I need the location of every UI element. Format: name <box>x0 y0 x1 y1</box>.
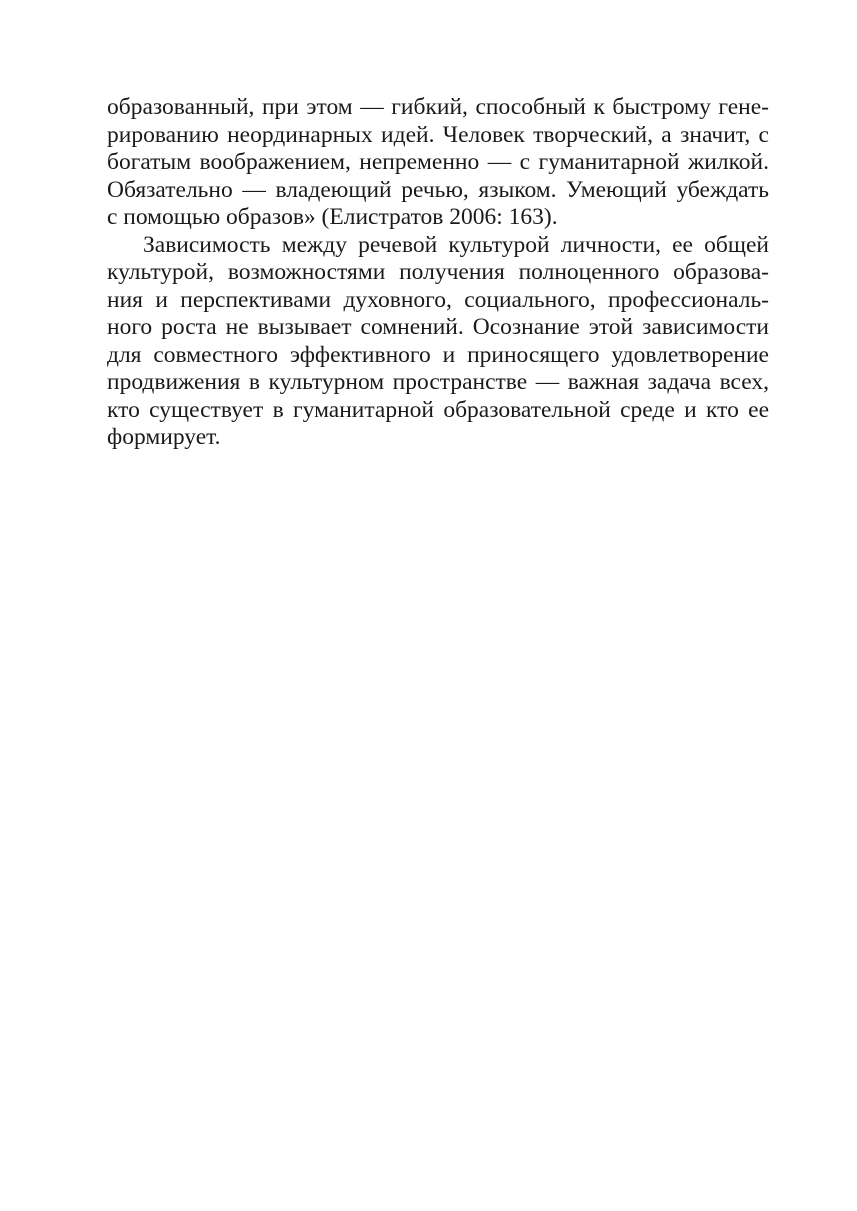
body-text <box>107 94 769 452</box>
paragraph-quote-ending <box>107 94 769 232</box>
text-line: образованный, при этом — гибкий, способный к быстрому гене- <box>107 94 769 120</box>
paragraph-speech-culture <box>107 232 769 452</box>
text-line: продвижения в культурном пространстве — важная задача всех, <box>107 369 769 395</box>
text-line: Обязательно — владеющий речью, языком. Умеющий убеждать <box>107 176 769 203</box>
text-line: с помощью образов» (Елистратов 2006: 163). <box>107 204 558 230</box>
text-line: рированию неординарных идей. Человек творческий, а значит, с <box>107 121 769 148</box>
text-line: ного роста не вызывает сомнений. Осознание этой зависимости <box>107 314 769 340</box>
text-line: ния и перспективами духовного, социального, профессиональ- <box>107 286 769 313</box>
text-line: культурой, возможностями получения полноценного образова- <box>107 259 769 285</box>
text-line: кто существует в гуманитарной образовательной среде и кто ее <box>107 396 769 423</box>
text-line: формирует. <box>107 424 221 450</box>
text-line: для совместного эффективного и приносящего удовлетворение <box>107 341 769 368</box>
text-line: богатым воображением, непременно — с гуманитарной жилкой. <box>107 149 769 175</box>
text-line: Зависимость между речевой культурой личности, ее общей <box>143 231 769 258</box>
